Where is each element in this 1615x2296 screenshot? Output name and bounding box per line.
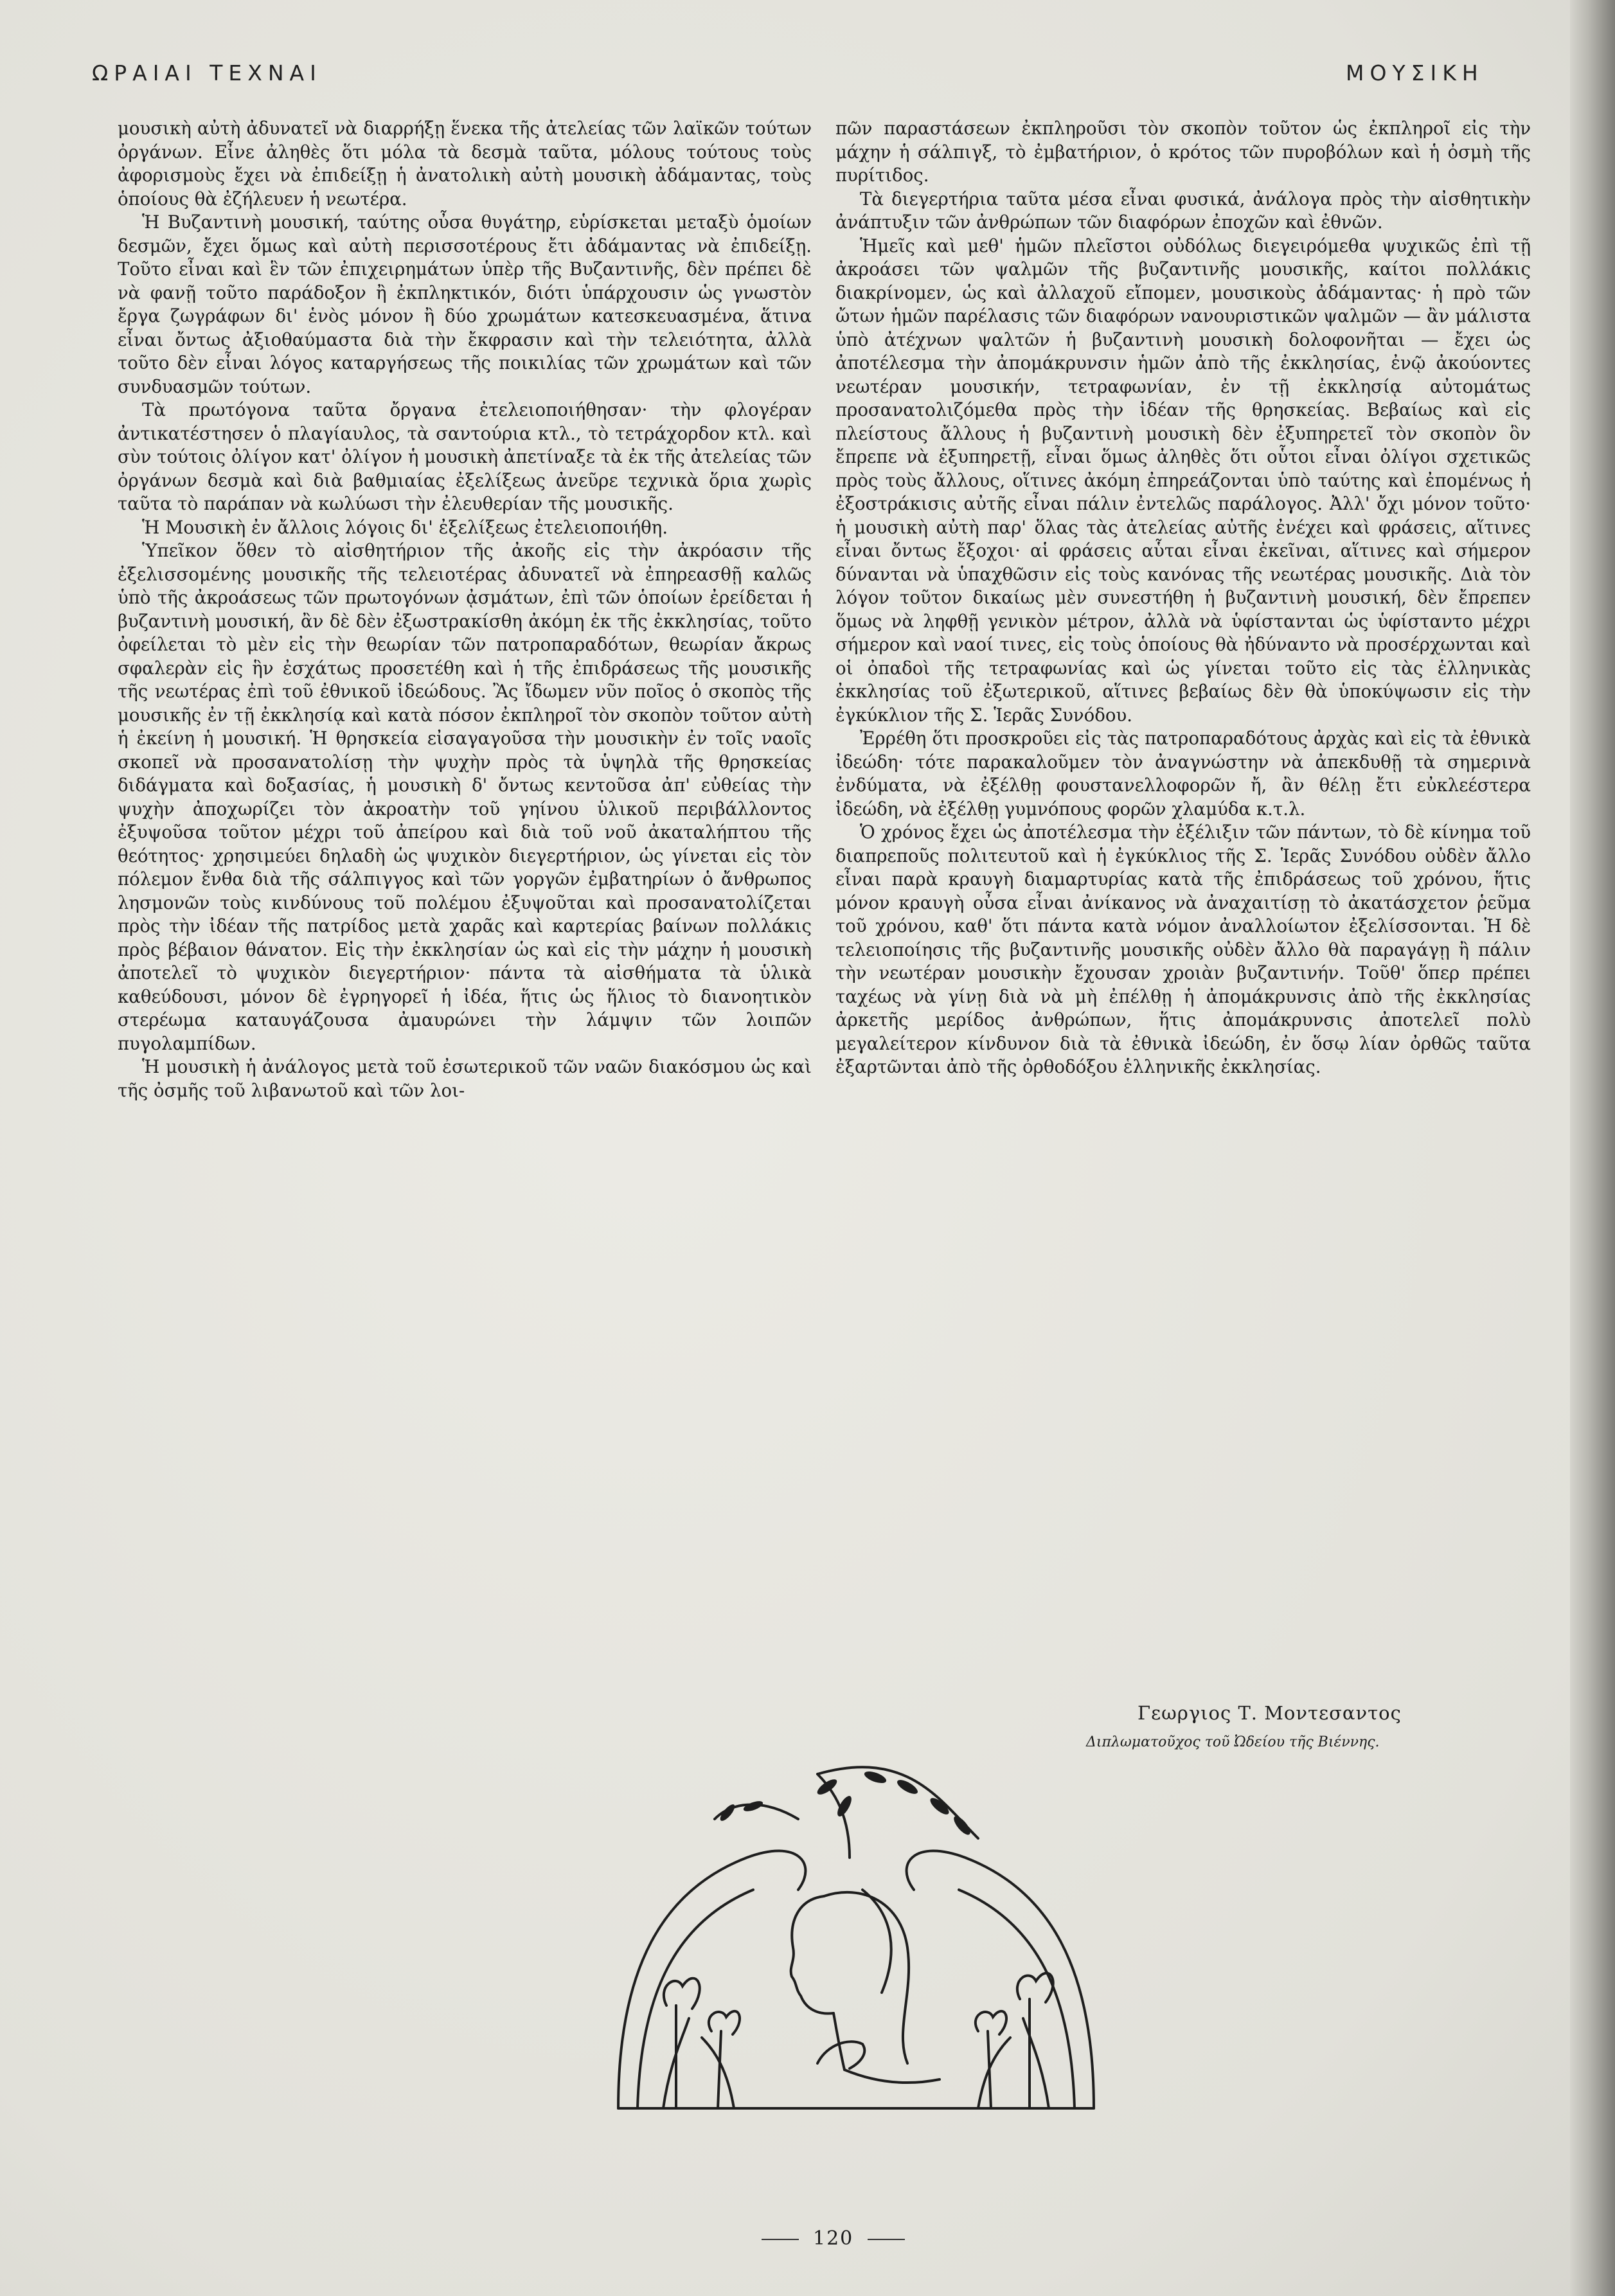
author-credential: Διπλωματοῦχος τοῦ Ὠδείου τῆς Βιέννης. (1086, 1734, 1380, 1750)
page-number-footer (747, 2227, 919, 2250)
page-number: 120 (813, 2227, 854, 2250)
frame-inner-right (959, 1890, 1075, 2108)
frame-arch-right (907, 1851, 1094, 2108)
iris-right-icon (1017, 1973, 1053, 2108)
woman-with-laurel-wreath-and-irises-vignette (605, 1761, 1107, 2121)
paragraph: μουσικὴ αὐτὴ ἀδυνατεῖ νὰ διαρρήξῃ ἕνεκα τῆς ἀτελείας τῶν λαϊκῶν τούτων ὀργάνων. Εἶνε ἀληθὲς ὅτι μόλα τὰ δεσμὰ ταῦτα, μόλους τούτους τοὺς ἀφορισμοὺς ἔχει νὰ ἐπιδείξῃ ἡ ἀνατολικὴ αὐτὴ μουσικὴ ἀδάμαντας, τοὺς ὁποίους θὰ ἐζήλευεν ἡ νεωτέρα. (118, 118, 812, 210)
paragraph: πῶν παραστάσεων ἐκπληροῦσι τὸν σκοπὸν τοῦτον ὡς ἐκπληροῖ εἰς τὴν μάχην ἡ σάλπιγξ, τὸ ἐμβατήριον, ὁ κρότος τῶν πυροβόλων καὶ ἡ ὀσμὴ τῆς πυρίτιδος. (835, 118, 1531, 186)
paragraph: Ὑπεῖκον ὅθεν τὸ αἰσθητήριον τῆς ἀκοῆς εἰς τὴν ἀκρόασιν τῆς ἐξελισσομένης μουσικῆς τῆς τελειοτέρας ἀδυνατεῖ νὰ ἐπηρεασθῇ καλῶς ὑπὸ τῆς ἀκροάσεως τῶν πρωτογόνων ᾀσμάτων, ἐπὶ τῶν ὁποίων ἐρείδεται ἡ βυζαντινὴ μουσική, ἂν δὲ δὲν ἐξωστρακίσθη ἀκόμη ἐκ τῆς ἐκκλησίας, τοῦτο ὀφείλεται τὸ μὲν εἰς τὴν θεωρίαν τῶν πατροπαραδότων, θεωρίαν ἄκρως σφαλερὰν εἰς ἣν ἐσχάτως προσετέθη καὶ ἡ τῆς ἐπιδράσεως τῆς μουσικῆς τῆς νεωτέρας ἐπὶ τοῦ ἐθνικοῦ ἰδεώδους. Ἂς ἴδωμεν νῦν ποῖος ὁ σκοπὸς τῆς μουσικῆς ἐν τῇ ἐκκλησίᾳ καὶ κατὰ πόσον ἐκπληροῖ τὸν σκοπὸν τοῦτον αὐτὴ ἡ ἐκείνη ἡ μουσική. Ἡ θρησκεία εἰσαγαγοῦσα τὴν μουσικὴν ἐν τοῖς ναοῖς σκοπεῖ νὰ προσανατολίσῃ τὴν ψυχὴν πρὸς τὰ ὑψηλὰ τῆς θρησκείας διδάγματα καὶ δοξασίας, ἡ μουσικὴ δ' ὄντως κεντοῦσα ἀπ' εὐθείας τὴν ψυχὴν ἀποχωρίζει τὸν ἀκροατὴν τοῦ γηίνου ὑλικοῦ περιβάλλοντος ἐξυψοῦσα τοῦτον μέχρι τοῦ ἀπείρου καὶ διὰ τοῦ νοῦ ἀκαταλήπτου τῆς θεότητος· χρησιμεύει δηλαδὴ ὡς ψυχικὸν διεγερτήριον, ὡς γίνεται εἰς τὸν πόλεμον ἔνθα διὰ τῆς σάλπιγγος καὶ τῶν γοργῶν ἐμβατηρίων ὁ ἄνθρωπος λησμονῶν τοὺς κινδύνους τοῦ πολέμου ἐξυψοῦται καὶ προσανατολίζεται πρὸς τὴν ἰδέαν τῆς πατρίδος μετὰ χαρᾶς καὶ καρτερίας βαίνων πολλάκις πρὸς βέβαιον θάνατον. Εἰς τὴν ἐκκλησίαν ὡς καὶ εἰς τὴν μάχην ἡ μουσικὴ ἀποτελεῖ τὸ ψυχικὸν διεγερτήριον· πάντα τὰ αἰσθήματα τὰ ὑλικὰ καθεύδουσι, μόνον δὲ ἐγρηγορεῖ ἡ ἰδέα, ἥτις ὡς ἥλιος τὸ διανοητικὸν στερέωμα καταυγάζουσα ἀμαυρώνει τὴν λάμψιν τῶν λοιπῶν πυγολαμπίδων. (118, 540, 812, 1054)
running-header-left: ΩΡΑΙΑΙ ΤΕΧΝΑΙ (92, 60, 322, 85)
iris-left-2-icon (709, 2011, 740, 2108)
paragraph: Τὰ πρωτόγονα ταῦτα ὄργανα ἐτελειοποιήθησαν· τὴν φλογέραν ἀντικατέστησεν ὁ πλαγίαυλος, τὰ σαντούρια κτλ., τὸ τετράχορδον κτλ. καὶ σὺν τούτοις ὀλίγον κατ' ὀλίγον ἡ μουσικὴ ἀπετίναξε τὰ ἐκ τῆς ἀτελείας τῶν ὀργάνων δεσμὰ καὶ διὰ βαθμιαίας ἐξελίξεως ἀνεῦρε τεχνικὰ ὅρια χωρὶς ταῦτα τὸ παράπαν νὰ κωλύωσι τὴν ἐλευθερίαν τῆς μουσικῆς. (118, 399, 812, 514)
paragraph: Ἡμεῖς καὶ μεθ' ἡμῶν πλεῖστοι οὐδόλως διεγειρόμεθα ψυχικῶς ἐπὶ τῇ ἀκροάσει τῶν ψαλμῶν τῆς βυζαντινῆς μουσικῆς, καίτοι πολλάκις διακρίνομεν, ὡς καὶ ἀλλαχοῦ εἴπομεν, μουσικοὺς ἀδάμαντας· ἡ πρὸ τῶν ὤτων ἡμῶν παρέλασις τῶν διαφόρων νανουριστικῶν ψαλμῶν — ἂν μάλιστα ὑπὸ ἀτέχνων ψαλτῶν ἡ βυζαντινὴ μουσικὴ δολοφονῆται — ἔχει ὡς ἀποτέλεσμα τὴν ἀπομάκρυνσιν ἡμῶν ἀπὸ τῆς ἐκκλησίας, ἐνῷ ἀκούοντες νεωτέραν μουσικήν, τετραφωνίαν, ἐν τῇ ἐκκλησίᾳ αὐτομάτως προσανατολιζόμεθα πρὸς τὴν ἰδέαν τῆς θρησκείας. Βεβαίως καὶ εἰς πλείστους ἄλλους ἡ βυζαντινὴ μουσικὴ δὲν ἐξυπηρετεῖ τὸν σκοπὸν ὃν ἔπρεπε νὰ ἐξυπηρετῇ, εἶναι ὅμως ἀληθὲς ὅτι οὗτοι εἶναι ὀλίγοι σχετικῶς πρὸς τοὺς ἄλλους, οἵτινες ἀκόμη ἐπηρεάζονται ὑπὸ ταύτης καὶ ἐπομένως ἡ ἐξοστράκισις αὐτῆς εἶναι πάλιν ἐντελῶς παράλογος. Ἀλλ' ὄχι μόνον τοῦτο· ἡ μουσικὴ αὐτὴ παρ' ὅλας τὰς ἀτελείας αὐτῆς ἐνέχει καὶ φράσεις, αἵτινες εἶναι ὄντως ἔξοχοι· αἱ φράσεις αὗται εἶναι ἐκεῖναι, αἵτινες καὶ σήμερον δύνανται νὰ ὑπαχθῶσιν εἰς τοὺς κανόνας τῆς νεωτέρας μουσικῆς. Διὰ τὸν λόγον τοῦτον δικαίως μὲν συνεστήθη ἡ βυζαντινὴ μουσική, δὲν ἔπρεπεν ὅμως νὰ ληφθῇ γενικὸν μέτρον, ἀλλὰ νὰ ὑφίστανται ὡς ὑφίσταντο μέχρι σήμερον καὶ ναοί τινες, εἰς τοὺς ὁποίους θὰ ἠδύναντο νὰ προσέρχωνται καὶ οἱ ὀπαδοὶ τῆς τετραφωνίας καὶ ὡς γίνεται τοῦτο εἰς τὰς ἑλληνικὰς ἐκκλησίας τοῦ ἐξωτερικοῦ, αἵτινες βεβαίως δὲν θὰ ὑποκύψωσιν εἰς τὴν ἐγκύκλιον τῆς Σ. Ἱερᾶς Συνόδου. (835, 235, 1531, 726)
paragraph: Ὁ χρόνος ἔχει ὡς ἀποτέλεσμα τὴν ἐξέλιξιν τῶν πάντων, τὸ δὲ κίνημα τοῦ διαπρεποῦς πολιτευτοῦ καὶ ἡ ἐγκύκλιος τῆς Σ. Ἱερᾶς Συνόδου οὐδὲν ἄλλο εἶναι παρὰ κραυγὴ διαμαρτυρίας κατὰ τῆς ἐπιδράσεως τοῦ χρόνου, ἥτις μόνον κραυγὴ οὖσα εἶναι ἀνίκανος νὰ ἀναχαιτίσῃ τὸ ἀκατάσχετον ῥεῦμα τοῦ χρόνου, καθ' ὅτι πάντα κατὰ νόμον ἀναλλοίωτον ἐξελίσσονται. Ἡ δὲ τελειοποίησις τῆς βυζαντινῆς μουσικῆς οὐδὲν ἄλλο θὰ παραγάγῃ ἢ πάλιν τὴν νεωτέραν μουσικὴν ἔχουσαν χροιὰν βυζαντινήν. Τοῦθ' ὅπερ πρέπει ταχέως νὰ γίνῃ διὰ νὰ μὴ ἐπέλθῃ ἡ ἀπομάκρυνσις ἀπὸ τῆς ἐκκλησίας ἀρκετῆς μερίδος ἀνθρώπων, ἥτις ἀπομάκρυνσις ἀποτελεῖ πολὺ μεγαλείτερον κίνδυνον διὰ τὰ ἐθνικὰ ἰδεώδη, ἐν ὅσῳ λίαν ὀρθῶς ταῦτα ἐξαρτῶνται ἀπὸ τῆς ὀρθοδόξου ἑλληνικῆς ἐκκλησίας. (835, 821, 1531, 1077)
author-signature: Γεωργιος Τ. Μοντεσαντος (1138, 1702, 1402, 1724)
right-text-column (835, 117, 1531, 1660)
paragraph: Ἐρρέθη ὅτι προσκροῦει εἰς τὰς πατροπαραδότους ἀρχὰς καὶ εἰς τὰ ἐθνικὰ ἰδεώδη· τότε παρακαλοῦμεν τὸν ἀναγνώστην νὰ ἀπεκδυθῇ τὰ σημερινὰ ἐνδύματα, νὰ ἐξέλθῃ φουστανελλοφορῶν ἤ, ἂν θέλῃ ἔτι εὐκλεέστερα ἰδεώδη, νὰ ἐξέλθῃ γυμνόπους φορῶν χλαμύδα κ.τ.λ. (835, 728, 1531, 820)
page-binding-shadow (1570, 0, 1615, 2296)
divider (762, 2239, 799, 2240)
paragraph: Ἡ μουσικὴ ἡ ἀνάλογος μετὰ τοῦ ἐσωτερικοῦ τῶν ναῶν διακόσμου ὡς καὶ τῆς ὀσμῆς τοῦ λιβανωτοῦ καὶ τῶν λοι- (118, 1056, 812, 1101)
paragraph: Ἡ Βυζαντινὴ μουσική, ταύτης οὖσα θυγάτηρ, εὑρίσκεται μεταξὺ ὁμοίων δεσμῶν, ἔχει ὅμως καὶ αὐτὴ περισσοτέρους ἔτι ἀδάμαντας νὰ ἐπιδείξῃ. Τοῦτο εἶναι καὶ ἓν τῶν ἐπιχειρημάτων ὑπὲρ τῆς Βυζαντινῆς, δὲν πρέπει δὲ νὰ φανῇ τοῦτο παράδοξον ἢ ἐκπληκτικόν, διότι ὑπάρχουσιν ὡς γνωστὸν ἔργα ζωγράφων δι' ἑνὸς μόνον ἢ δύο χρωμάτων κατεσκευασμένα, ἅτινα εἶναι ὄντως ἀξιοθαύμαστα διὰ τὴν ἔκφρασιν καὶ τὴν τελειότητα, ἀλλὰ τοῦτο δὲν εἶναι λόγος καταργήσεως τῆς ποικιλίας τῶν χρωμάτων καὶ τῶν συνδυασμῶν τούτων. (118, 211, 812, 397)
frame-arch-left (618, 1851, 805, 2108)
iris-left-icon (664, 1978, 700, 2108)
divider (868, 2239, 905, 2240)
frame-inner-left (638, 1890, 753, 2108)
paragraph: Ἡ Μουσικὴ ἐν ἄλλοις λόγοις δι' ἐξελίξεως ἐτελειοποιήθη. (142, 516, 668, 538)
paragraph: Τὰ διεγερτήρια ταῦτα μέσα εἶναι φυσικά, ἀνάλογα πρὸς τὴν αἰσθητικὴν ἀνάπτυξιν τῶν ἀνθρώπων τῶν διαφόρων ἐποχῶν καὶ ἐθνῶν. (835, 188, 1531, 233)
left-text-column (118, 117, 812, 1660)
woman-profile (791, 1896, 834, 2014)
running-header-right: ΜΟΥΣΙΚΗ (1346, 60, 1484, 85)
